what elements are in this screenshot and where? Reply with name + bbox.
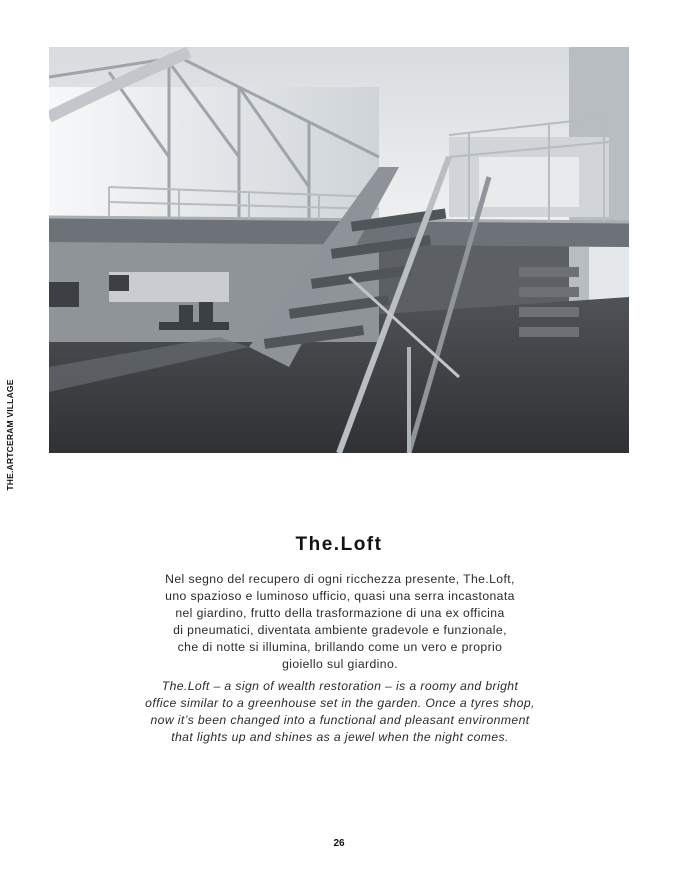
italian-line: Nel segno del recupero di ogni ricchezza presente, The.Loft, xyxy=(165,572,515,586)
page-title: The.Loft xyxy=(295,534,383,555)
italian-line: gioiello sul giardino. xyxy=(282,657,398,671)
english-line: The.Loft – a sign of wealth restoration – is a roomy and bright xyxy=(161,679,519,693)
english-line: that lights up and shines as a jewel when the night comes. xyxy=(171,730,509,744)
english-line: now it’s been changed into a functional and pleasant environment xyxy=(150,713,530,727)
page-number: 26 xyxy=(333,838,345,849)
italian-line: nel giardino, frutto della trasformazione di una ex officina xyxy=(175,606,505,620)
side-section-label xyxy=(3,375,17,495)
english-line: office similar to a greenhouse set in the garden. Once a tyres shop, xyxy=(145,696,535,710)
italian-line: che di notte si illumina, brillando come un vero e proprio xyxy=(177,640,503,654)
italian-line: di pneumatici, diventata ambiente gradevole e funzionale, xyxy=(173,623,507,637)
english-paragraph xyxy=(90,678,590,746)
loft-photo-illustration xyxy=(49,47,629,453)
italian-line: uno spazioso e luminoso ufficio, quasi una serra incastonata xyxy=(165,589,515,603)
side-section-label-text: THE.ARTCERAM VILLAGE xyxy=(5,379,15,491)
italian-paragraph xyxy=(90,571,590,673)
loft-interior-photo xyxy=(49,47,629,453)
